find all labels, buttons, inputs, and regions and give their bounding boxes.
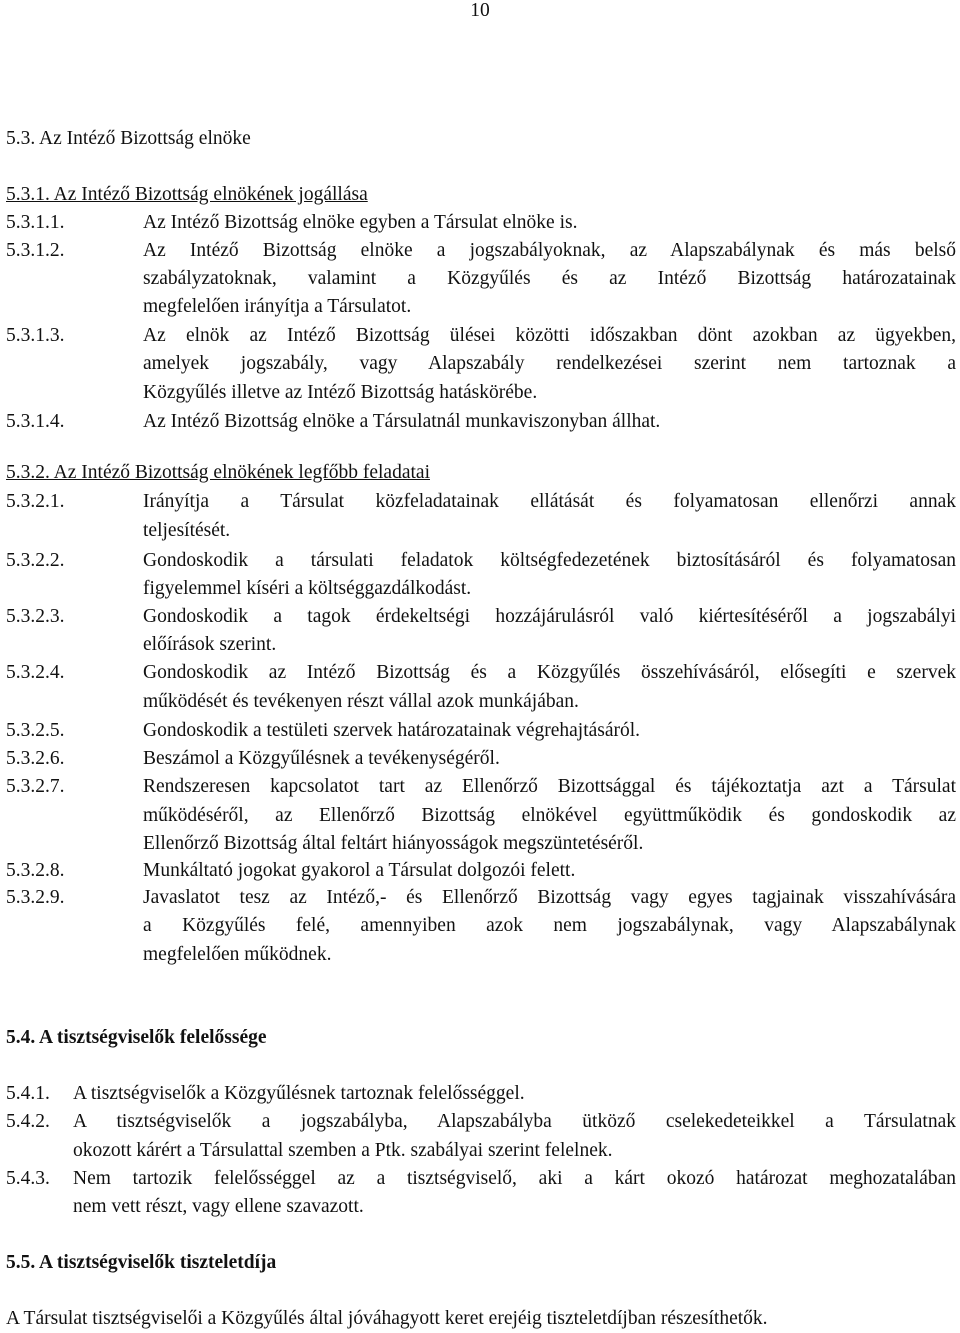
item-text: Közgyűlés illetve az Intéző Bizottság hatáskörébe. [143, 382, 538, 403]
item-number: 5.3.2.2. [6, 550, 65, 571]
item-text: előírások szerint. [143, 634, 277, 655]
item-text: Ellenőrző Bizottság által feltárt hiányosságok megszüntetéséről. [143, 833, 644, 854]
item-number: 5.3.2.1. [6, 491, 65, 512]
item-number: 5.4.2. [6, 1111, 50, 1132]
item-text: működéséről, az Ellenőrző Bizottság elnökével együttműködik és gondoskodik az [143, 805, 956, 826]
paragraph-5-5: A Társulat tisztségviselői a Közgyűlés által jóváhagyott keret erejéig tiszteletdíjban részesíthetők. [6, 1308, 768, 1329]
item-text: nem vett részt, vagy ellene szavazott. [73, 1196, 364, 1217]
item-number: 5.3.1.2. [6, 240, 65, 261]
item-number: 5.3.2.8. [6, 860, 65, 881]
item-text: amelyek jogszabály, vagy Alapszabály rendelkezései szerint nem tartoznak a [143, 353, 956, 374]
item-number: 5.3.2.7. [6, 776, 65, 797]
item-text: A tisztségviselők a Közgyűlésnek tartoznak felelősséggel. [73, 1083, 525, 1104]
item-number: 5.3.2.9. [6, 887, 65, 908]
item-text: szabályzatoknak, valamint a Közgyűlés és az Intéző Bizottság határozatainak [143, 268, 956, 289]
item-text: Gondoskodik az Intéző Bizottság és a Közgyűlés összehívásáról, elősegíti e szervek [143, 662, 956, 683]
item-number: 5.3.2.3. [6, 606, 65, 627]
item-text: megfelelően működnek. [143, 944, 332, 965]
subsection-title-5-3-1: 5.3.1. Az Intéző Bizottság elnökének jogállása [6, 184, 368, 205]
page-number: 10 [470, 0, 490, 21]
item-text: megfelelően irányítja a Társulatot. [143, 296, 412, 317]
item-text: Gondoskodik a társulati feladatok költségfedezetének biztosításáról és folyamatosan [143, 550, 956, 571]
item-text: Az Intéző Bizottság elnöke a jogszabályoknak, az Alapszabálynak és más belső [143, 240, 956, 261]
item-number: 5.3.2.6. [6, 748, 65, 769]
item-number: 5.3.2.4. [6, 662, 65, 683]
item-number: 5.4.1. [6, 1083, 50, 1104]
item-number: 5.3.1.3. [6, 325, 65, 346]
item-number: 5.3.1.1. [6, 212, 65, 233]
item-text: Beszámol a Közgyűlésnek a tevékenységéről. [143, 748, 500, 769]
item-text: teljesítését. [143, 520, 231, 541]
item-text: Javaslatot tesz az Intéző,- és Ellenőrző Bizottság vagy egyes tagjainak visszahívására [143, 887, 956, 908]
item-text: Gondoskodik a testületi szervek határozatainak végrehajtásáról. [143, 720, 641, 741]
item-text: Irányítja a Társulat közfeladatainak ellátását és folyamatosan ellenőrzi annak [143, 491, 956, 512]
item-number: 5.4.3. [6, 1168, 50, 1189]
section-heading-5-3: 5.3. Az Intéző Bizottság elnöke [6, 128, 251, 149]
item-text: figyelemmel kíséri a költséggazdálkodást. [143, 578, 472, 599]
item-number: 5.3.1.4. [6, 411, 65, 432]
section-heading-5-4: 5.4. A tisztségviselők felelőssége [6, 1027, 267, 1048]
item-text: Nem tartozik felelősséggel az a tisztségviselő, aki a kárt okozó határozat meghozatalában [73, 1168, 956, 1189]
item-text: a Közgyűlés felé, amennyiben azok nem jogszabálynak, vagy Alapszabálynak [143, 915, 956, 936]
item-text: okozott kárért a Társulattal szemben a Ptk. szabályai szerint felelnek. [73, 1140, 613, 1161]
item-text: Az elnök az Intéző Bizottság ülései közötti időszakban dönt azokban az ügyekben, [143, 325, 956, 346]
subsection-title-5-3-2: 5.3.2. Az Intéző Bizottság elnökének legfőbb feladatai [6, 462, 430, 483]
item-text: Az Intéző Bizottság elnöke a Társulatnál munkaviszonyban állhat. [143, 411, 661, 432]
section-heading-5-5: 5.5. A tisztségviselők tiszteletdíja [6, 1252, 277, 1273]
item-text: Az Intéző Bizottság elnöke egyben a Társulat elnöke is. [143, 212, 578, 233]
item-text: A tisztségviselők a jogszabályba, Alapszabályba ütköző cselekedeteikkel a Társulatnak [73, 1111, 956, 1132]
item-text: működését és tevékenyen részt vállal azok munkájában. [143, 691, 579, 712]
item-text: Munkáltató jogokat gyakorol a Társulat dolgozói felett. [143, 860, 576, 881]
item-text: Gondoskodik a tagok érdekeltségi hozzájárulásról való kiértesítéséről a jogszabályi [143, 606, 956, 627]
item-number: 5.3.2.5. [6, 720, 65, 741]
item-text: Rendszeresen kapcsolatot tart az Ellenőrző Bizottsággal és tájékoztatja azt a Társulat [143, 776, 956, 797]
